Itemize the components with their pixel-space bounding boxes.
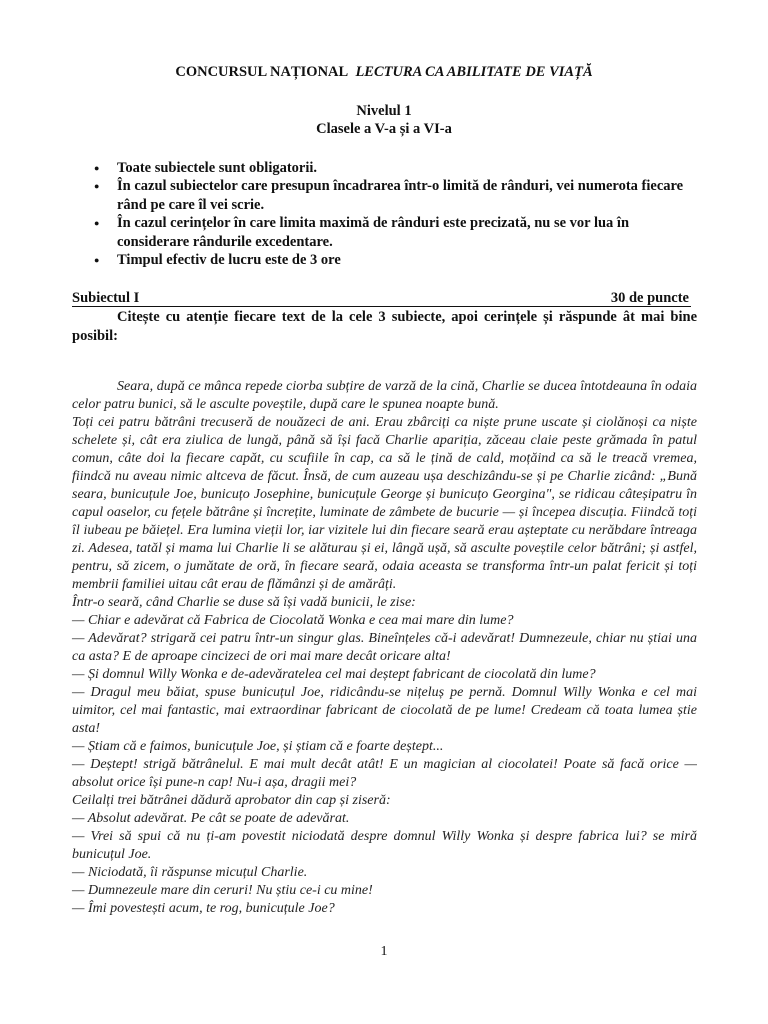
rules-list [72,159,692,269]
reading-text [72,378,697,918]
text-paragraph: Seara, după ce mânca repede ciorba subțire de varză de la cină, Charlie se ducea întotdeauna în odaia celor patru bunici, să le asculte poveștile, după care le spunea noapte bună. [72,379,697,412]
text-paragraph: Toți cei patru bătrâni trecuseră de nouăzeci de ani. Erau zbârciți ca niște prune uscate și ciolănoși ca niște schelete și, cât era ziulica de lungă, până să își facă Charlie apariția, zăceau claie peste grămada în patul comun, câte doi la fiecare capăt, cu scufiile în cap, ca să le țină de cald, moțăind ca să le treacă vremea, fiindcă nu aveau nimic altceva de făcut. Însă, de cum auzeau ușa deschizându-se și pe Charlie zicând: „Bună seara, bunicuțule Joe, bunicuțo Josephine, bunicuțule George și bunicuțo Georgina", se ridicau câteșipatru în capul oaselor, cu fețele bătrâne și încrețite, luminate de zâmbete de bucurie — și începea discuția. Fiindcă toți îl iubeau pe băiețel. Era lumina vieții lor, iar vizitele lui din fiecare seară erau așteptate cu nerăbdare întreaga zi. Adesea, tatăl și mama lui Charlie li se alăturau și ei, lângă ușă, să asculte poveștile celor bătrâni; și astfel, pentru, să zicem, o jumătate de oră, în fiecare seară, odaia aceasta se transforma într-un palat fericit și toți membrii familiei uitau cât erau de flămânzi și de amărâți. [72,415,697,592]
level-label: Nivelul 1 [356,103,412,119]
text-paragraph: — Niciodată, îi răspunse micuțul Charlie. [72,865,308,880]
text-paragraph: Ceilalți trei bătrânei dădură aprobator din cap și ziseră: [72,793,391,808]
rule-item: ● Toate subiectele sunt obligatorii. [72,159,692,177]
instruction-text: Citește cu atenție fiecare text de la cele 3 subiecte, apoi cerințele și răspunde ât mai bine posibil: [72,309,697,344]
subject-points: 30 de puncte [610,290,689,306]
text-paragraph: — Absolut adevărat. Pe cât se poate de adevărat. [72,811,350,826]
text-paragraph: — Chiar e adevărat că Fabrica de Ciocolată Wonka e cea mai mare din lume? [72,613,514,628]
text-paragraph: Într-o seară, când Charlie se duse să își vadă bunicii, le zise: [72,595,416,610]
text-paragraph: — Dumnezeule mare din ceruri! Nu știu ce-i cu mine! [72,883,373,898]
title-italic: LECTURA CA ABILITATE DE VIAȚĂ [355,64,593,80]
text-paragraph: — Deștept! strigă bătrânelul. E mai mult decât atât! E un magician al ciocolatei! Poate să facă orice — absolut orice își pune-n cap! Nu-i așa, dragii mei? [72,757,697,790]
text-paragraph: — Vrei să spui că nu ți-am povestit niciodată despre domnul Willy Wonka și despre fabrica lui? se miră bunicuțul Joe. [72,829,697,862]
page-number: 1 [380,944,388,959]
text-paragraph: — Dragul meu băiat, spuse bunicuțul Joe, ridicându-se nițeluș pe pernă. Domnul Willy Wonka e cel mai uimitor, cel mai fantastic, mai extraordinar fabricant de ciocolată de pe lume! Credeam că toata lumea știe asta! [72,685,697,736]
rule-item: ● În cazul subiectelor care presupun încadrarea într-o limită de rânduri, vei numerota fiecare rând pe care îl vei scrie. [72,177,692,214]
text-paragraph: — Adevărat? strigară cei patru într-un singur glas. Bineînțeles că-i adevărat! Dumnezeule, chiar nu știai una ca asta? E de aproape cincizeci de ori mai mare decât oricare alta! [72,631,697,664]
contest-title [0,64,768,81]
subject-name: Subiectul I [72,290,140,306]
title-prefix: CONCURSUL NAȚIONAL [175,64,349,80]
subject-header [72,289,691,307]
text-paragraph: — Știam că e faimos, bunicuțule Joe, și știam că e foarte deștept... [72,739,444,754]
grades-label: Clasele a V-a și a VI-a [316,121,452,137]
text-paragraph: — Îmi povestești acum, te rog, bunicuțule Joe? [72,901,335,916]
text-paragraph: — Și domnul Willy Wonka e de-adevăratelea cel mai deștept fabricant de ciocolată din lume? [72,667,596,682]
rule-item: ● Timpul efectiv de lucru este de 3 ore [72,251,692,269]
rule-item: ● În cazul cerințelor în care limita maximă de rânduri este precizată, nu se vor lua în considerare rândurile excedentare. [72,214,692,251]
